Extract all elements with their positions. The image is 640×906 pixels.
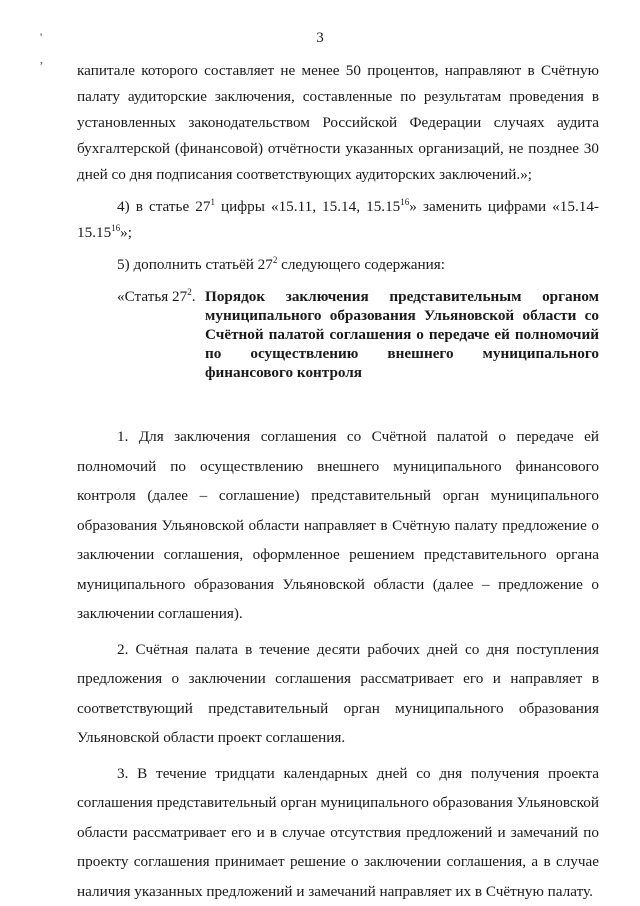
amendment-item-5: 5) дополнить статьёй $27^2$ следующего содержания:: [77, 252, 599, 278]
article-body: [77, 422, 599, 906]
margin-mark-bottom: ,: [40, 52, 43, 67]
continuation-paragraph: капитале которого составляет не менее 50 процентов, направляют в Счётную палату аудиторские заключения, составленные по результатам проведения в установленных законодательством Российской Федерации случаях аудита бухгалтерской (финансовой) отчётности указанных организаций, не позднее 30 дней со дня подписания соответствующих аудиторских заключений.»;: [77, 58, 599, 188]
article-paragraph-1: 1. Для заключения соглашения со Счётной палатой о передаче ей полномочий по осуществлению внешнего муниципального финансового контроля (далее – соглашение) представительный орган муниципального образования Ульяновской области направляет в Счётную палату предложение о заключении соглашения, оформленное решением представительного органа муниципального образования Ульяновской области (далее – предложение о заключении соглашения).: [77, 422, 599, 629]
article-label: «Статья $27^2$.: [77, 284, 205, 382]
article-paragraph-3: 3. В течение тридцати календарных дней со дня получения проекта соглашения представительный орган муниципального образования Ульяновской области рассматривает его и в случае отсутствия предложений и замечаний по проекту соглашения принимает решение о заключении соглашения, а в случае наличия указанных предложений и замечаний направляет их в Счётную палату.: [77, 759, 599, 906]
amendment-item-4: 4) в статье $27^1$ цифры «15.11, 15.14, 15.15$^{16}$» заменить цифрами «15.14-15.15$^{16}$»;: [77, 194, 599, 246]
article-title: Порядок заключения представительным органом муниципального образования Ульяновской области со Счётной палатой соглашения о передаче ей полномочий по осуществлению внешнего муниципального финансового контроля: [205, 284, 599, 382]
page-number: 3: [0, 30, 640, 47]
document-body: [77, 58, 599, 906]
margin-mark-top: ': [40, 30, 42, 45]
article-heading: [77, 284, 599, 382]
article-paragraph-2: 2. Счётная палата в течение десяти рабочих дней со дня поступления предложения о заключении соглашения рассматривает его и направляет в соответствующий представительный орган муниципального образования Ульяновской области проект соглашения.: [77, 635, 599, 753]
